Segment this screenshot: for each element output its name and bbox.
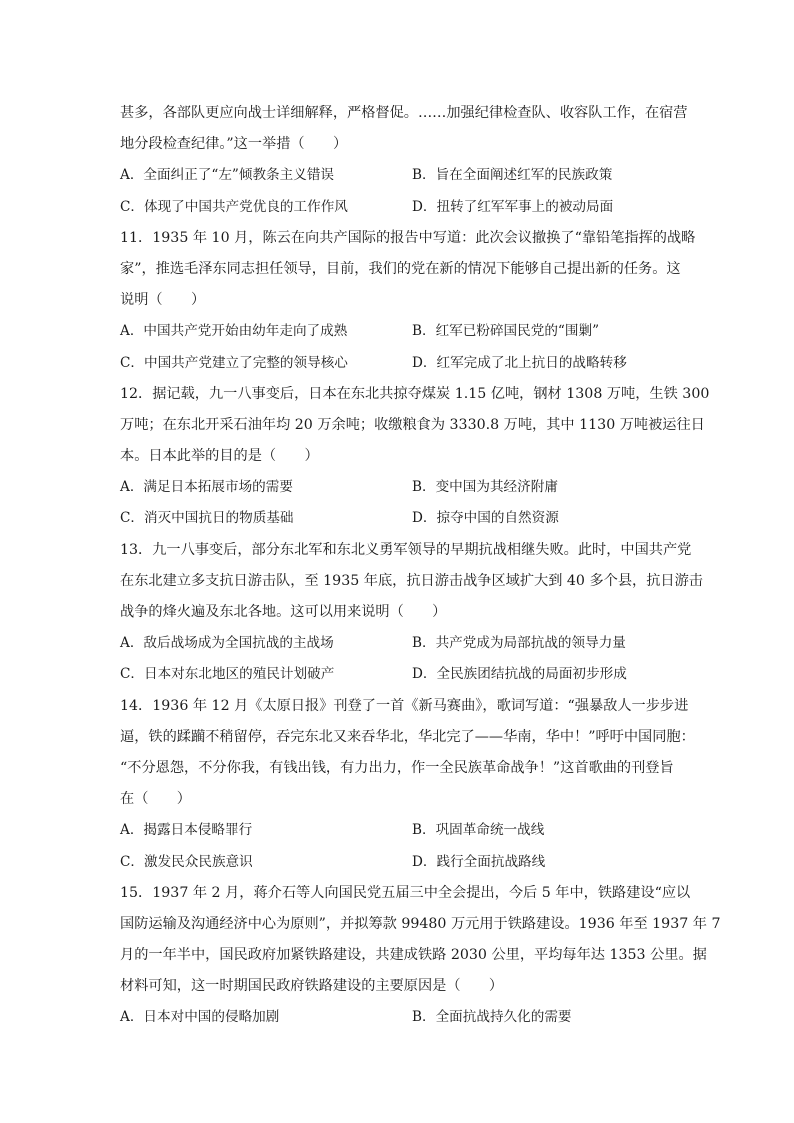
question-text-line: “不分恩怨，不分你我，有钱出钱，有力出力，作一全民族革命战争！”这首歌曲的刊登旨 [120, 759, 674, 776]
answer-option[interactable]: C．消灭中国抗日的物质基础 [120, 510, 294, 527]
options-row [120, 847, 676, 878]
answer-option[interactable]: A．满足日本拓展市场的需要 [120, 479, 293, 496]
answer-option[interactable]: C．激发民众民族意识 [120, 853, 253, 870]
answer-option[interactable]: B．全面抗战持久化的需要 [412, 1009, 572, 1026]
options-row [120, 160, 676, 191]
answer-option[interactable]: D．全民族团结抗战的局面初步形成 [412, 666, 627, 683]
question-text-line: 国防运输及沟通经济中心为原则”，并拟筹款 99480 万元用于铁路建设。1936 年至 1937 年 7 [120, 915, 721, 932]
question-text-line: 11．1935 年 10 月，陈云在向共产国际的报告中写道：此次会议撤换了“靠铅笔指挥的战略 [120, 229, 696, 246]
options-row [120, 192, 676, 223]
question-block [120, 379, 710, 535]
question-block [120, 691, 695, 878]
answer-option[interactable]: A．中国共产党开始由幼年走向了成熟 [120, 323, 348, 340]
question-text-line: 15．1937 年 2 月，蒋介石等人向国民党五届三中全会提出，今后 5 年中，铁路建设“应以 [120, 884, 691, 901]
answer-option[interactable]: A．日本对中国的侵略加剧 [120, 1009, 280, 1026]
answer-option[interactable]: A．揭露日本侵略罪行 [120, 822, 253, 839]
question-text-line: 本。日本此举的目的是（ ） [120, 448, 319, 465]
question-text-line: 13．九一八事变后，部分东北军和东北义勇军领导的早期抗战相继失败。此时，中国共产党 [120, 541, 692, 558]
question-text-line: 家”，推选毛泽东同志担任领导，目前，我们的党在新的情况下能够自己提出新的任务。这 [120, 260, 681, 277]
question-text-line: 材料可知，这一时期国民政府铁路建设的主要原因是（ ） [120, 978, 504, 995]
answer-option[interactable]: D．扭转了红军军事上的被动局面 [412, 198, 614, 215]
question-text-line: 在（ ） [120, 791, 191, 808]
question-text-line: 14．1936 年 12 月《太原日报》刊登了一首《新马赛曲》，歌词写道：“强暴敌人一步步进 [120, 697, 689, 714]
answer-option[interactable]: D．红军完成了北上抗日的战略转移 [412, 354, 627, 371]
options-row [120, 503, 676, 534]
options-row [120, 472, 676, 503]
answer-option[interactable]: B．巩固革命统一战线 [412, 822, 545, 839]
options-row [120, 659, 676, 690]
question-text-line: 月的一年半中，国民政府加紧铁路建设，共建成铁路 2030 公里，平均每年达 1353 公里。据 [120, 947, 707, 964]
question-text-line: 12．据记载，九一八事变后，日本在东北共掠夺煤炭 1.15 亿吨，钢材 1308 万吨，生铁 300 [120, 385, 710, 402]
question-text-line: 战争的烽火遍及东北各地。这可以用来说明（ ） [120, 604, 447, 620]
question-block [120, 98, 688, 223]
question-text-line: 逼，铁的蹂躏不稍留停，吞完东北又来吞华北，华北完了——华南，华中！”呼吁中国同胞： [120, 728, 695, 745]
answer-option[interactable]: C．日本对东北地区的殖民计划破产 [120, 666, 335, 683]
question-text-line: 万吨；在东北开采石油年均 20 万余吨；收缴粮食为 3330.8 万吨，其中 1130 万吨被运往日 [120, 416, 705, 433]
answer-option[interactable]: B．变中国为其经济附庸 [412, 479, 558, 496]
options-row [120, 348, 676, 379]
question-block [120, 223, 696, 379]
question-text-line: 甚多，各部队更应向战士详细解释，严格督促。……加强纪律检查队、收容队工作，在宿营 [120, 105, 688, 121]
options-row [120, 815, 676, 846]
answer-option[interactable]: D．掠夺中国的自然资源 [412, 510, 559, 527]
answer-option[interactable]: A．敌后战场成为全国抗战的主战场 [120, 635, 334, 652]
options-row [120, 1002, 676, 1033]
answer-option[interactable]: C．体现了中国共产党优良的工作作风 [120, 198, 348, 215]
answer-option[interactable]: B．旨在全面阐述红军的民族政策 [412, 167, 613, 184]
question-text-line: 在东北建立多支抗日游击队，至 1935 年底，抗日游击战争区域扩大到 40 多个县，抗日游击 [120, 572, 703, 589]
options-row [120, 316, 676, 347]
answer-option[interactable]: B．共产党成为局部抗战的领导力量 [412, 635, 626, 652]
question-block [120, 878, 721, 1034]
answer-option[interactable]: B．红军已粉碎国民党的“围剿” [412, 323, 600, 340]
question-text-line: 说明（ ） [120, 292, 206, 309]
question-block [120, 535, 703, 691]
answer-option[interactable]: C．中国共产党建立了完整的领导核心 [120, 354, 348, 371]
answer-option[interactable]: D．践行全面抗战路线 [412, 853, 546, 870]
answer-option[interactable]: A．全面纠正了“左”倾教条主义错误 [120, 167, 335, 184]
question-list [120, 98, 721, 1034]
options-row [120, 628, 676, 659]
question-text-line: 地分段检查纪律。”这一举措（ ） [120, 136, 348, 153]
